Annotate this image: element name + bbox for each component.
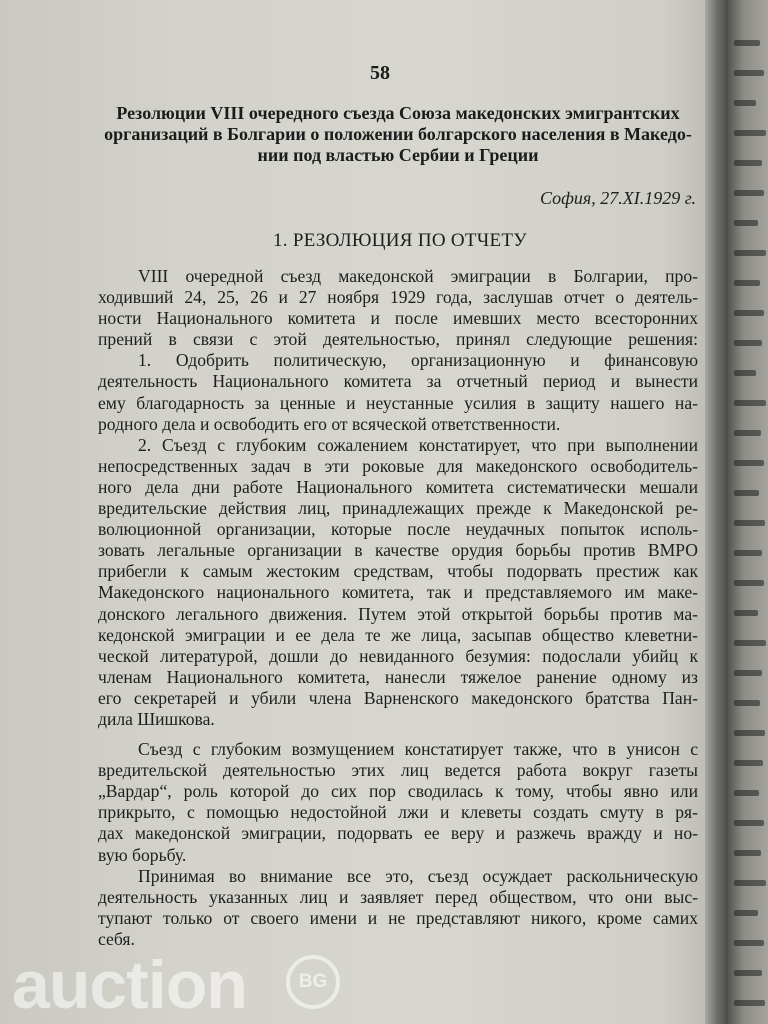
text-line: родного дела и освободить его от всяческой ответственности.: [98, 413, 561, 434]
text-line: себя.: [98, 928, 135, 949]
document-heading: [98, 103, 698, 166]
text-line: 1. Одобрить политическую, организационную и финансовую: [138, 350, 698, 371]
paragraph: [98, 435, 698, 730]
text-line: дила Шишкова.: [98, 708, 215, 729]
body-text: [98, 266, 698, 950]
text-line: Македонского национального комитета, так и представляемого им маке-: [98, 582, 698, 603]
dateline: София, 27.XI.1929 г.: [539, 188, 696, 208]
text-line: волюционной организации, которые после неудачных попыток исполь-: [98, 519, 698, 540]
text-line: „Вардар“, роль которой до сих пор сводилась к тому, чтобы явно или: [98, 781, 698, 802]
adjacent-page-edge: [728, 0, 768, 1024]
text-line: деятельность указанных лиц и заявляет перед обществом, что они выс-: [98, 886, 698, 907]
text-line: Съезд с глубоким возмущением констатирует также, что в унисон с: [138, 739, 698, 760]
text-line: вредительские действия лиц, принадлежащих прежде к Македонской ре-: [98, 498, 698, 519]
paragraph: [98, 266, 698, 350]
text-line: его секретарей и убили члена Варненского македонского братства Пан-: [98, 687, 698, 708]
text-line: непосредственных задач в эти роковые для македонского освободитель-: [98, 455, 698, 476]
text-line: донского легального движения. Путем этой открытой борьбы против ма-: [98, 603, 698, 624]
text-line: тупают только от своего имени и не представляют никого, кроме самих: [98, 907, 698, 928]
text-line: ему благодарность за ценные и неустанные усилия в защиту нашего на-: [98, 392, 698, 413]
text-line: ности Национального комитета и после имевших место всесторонних: [98, 308, 698, 329]
paragraph: [98, 739, 698, 866]
text-line: ного дела дни работе Национального комитета систематически мешали: [98, 476, 698, 497]
text-line: Принимая во внимание все это, съезд осуждает раскольническую: [138, 865, 698, 886]
text-line: 2. Съезд с глубоким сожалением констатирует, что при выполнении: [138, 434, 698, 455]
text-line: прикрыто, с помощью недостойной лжи и клеветы создать смуту в ря-: [98, 802, 698, 823]
watermark-logo: auction: [12, 947, 247, 1023]
text-line: деятельность Национального комитета за отчетный период и вынести: [98, 371, 698, 392]
heading-line: нии под властью Сербии и Греции: [257, 145, 539, 165]
text-line: зовать легальные организации в качестве орудия борьбы против ВМРО: [98, 540, 698, 561]
page-number: 58: [370, 62, 390, 84]
text-line: дах македонской эмиграции, подорвать ее веру и разжечь вражду и но-: [98, 823, 698, 844]
text-line: VIII очередной съезд македонской эмиграции в Болгарии, про-: [138, 266, 698, 286]
text-line: прибегли к самым жестоким средствам, чтобы подорвать престиж как: [98, 561, 698, 582]
paragraph: [98, 350, 698, 434]
heading-line: Резолюции VIII очередного съезда Союза македонских эмигрантских: [116, 103, 680, 123]
text-line: членам Национального комитета, нанесли тяжелое ранение одному из: [98, 666, 698, 687]
text-line: прений в связи с этой деятельностью, принял следующие решения:: [98, 329, 698, 350]
section-title: 1. РЕЗОЛЮЦИЯ ПО ОТЧЕТУ: [272, 230, 528, 251]
text-line: вую борьбу.: [98, 844, 187, 865]
watermark-badge: BG: [286, 955, 340, 1009]
paragraph: [98, 866, 698, 950]
heading-line: организаций в Болгарии о положении болгарского населения в Македо-: [104, 124, 692, 144]
text-line: вредительской деятельностью этих лиц ведется работа вокруг газеты: [98, 760, 698, 781]
text-line: ческой литературой, дошли до невиданного безумия: подослали убийц к: [98, 645, 698, 666]
text-line: кедонской эмиграции и ее дела те же лица, засыпав общество клеветни-: [98, 624, 698, 645]
text-line: ходивший 24, 25, 26 и 27 ноября 1929 года, заслушав отчет о деятель-: [98, 287, 698, 308]
